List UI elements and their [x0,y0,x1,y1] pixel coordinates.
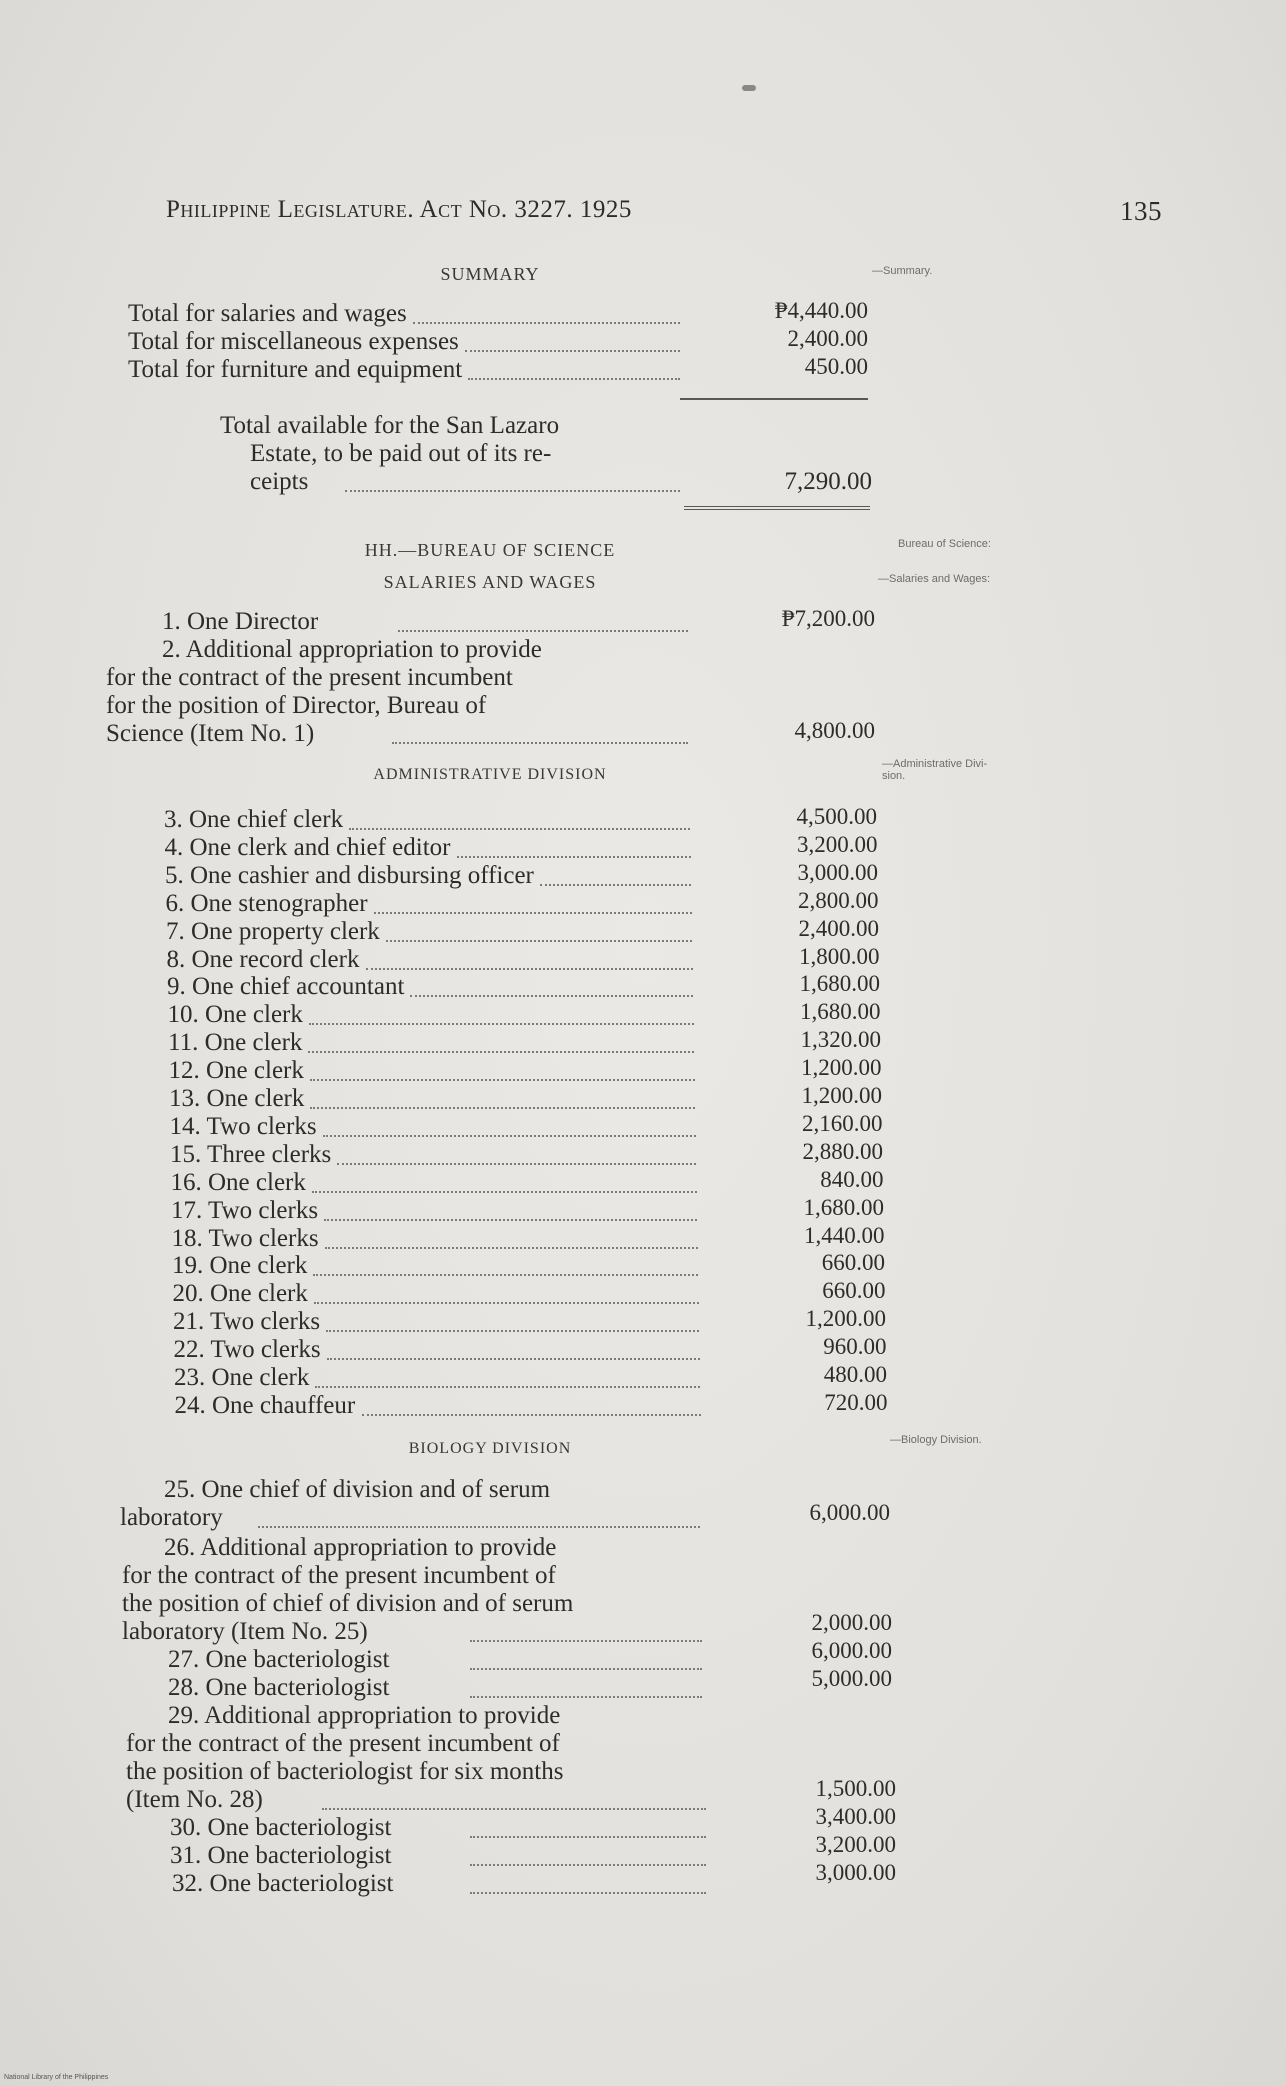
item-29-amount: 1,500.00 [815,1776,896,1801]
item-2-leader [392,742,688,744]
admin-item-amount: 1,200.00 [805,1306,886,1332]
summary-total-line-1: Total available for the San Lazaro [220,412,560,439]
summary-item-amount: 450.00 [804,354,868,379]
item-29-line-4: (Item No. 28) [126,1786,263,1813]
item-31-amount: 3,200.00 [815,1832,896,1857]
admin-item-label: 13. One clerk [169,1085,305,1112]
item-28-leader [470,1696,702,1698]
admin-item-label: 23. One clerk [174,1364,310,1391]
item-31-leader [470,1864,706,1866]
admin-item-label: 7. One property clerk [166,917,380,945]
admin-item-label: 14. Two clerks [169,1112,317,1140]
item-26-amount: 2,000.00 [811,1610,892,1635]
admin-item-leader [410,995,693,997]
admin-item-amount: 2,400.00 [798,915,879,941]
admin-item-leader [540,884,691,886]
admin-item-label: 17. Two clerks [171,1196,319,1224]
item-1-amount: ₱7,200.00 [781,606,875,631]
admin-item-leader [312,1191,697,1193]
item-26-line-2: for the contract of the present incumbent of [122,1562,556,1589]
admin-item-amount: 1,680.00 [799,971,880,997]
margin-note-salaries: —Salaries and Wages: [878,573,991,585]
admin-heading: ADMINISTRATIVE DIVISION [373,766,607,783]
admin-item-label: 3. One chief clerk [164,806,344,833]
admin-item-label: 9. One chief accountant [167,973,405,1001]
admin-item-label: 21. Two clerks [173,1308,321,1336]
summary-total-amount: 7,290.00 [784,468,872,495]
admin-item-amount: 660.00 [821,1250,885,1276]
item-30-amount: 3,400.00 [815,1804,896,1829]
summary-heading: SUMMARY [440,264,540,284]
item-30-leader [470,1836,706,1838]
admin-item-amount: 2,160.00 [802,1110,883,1136]
item-25-line-2: laboratory [120,1504,223,1531]
item-26-line-4: laboratory (Item No. 25) [122,1618,368,1645]
summary-rule [680,398,868,400]
admin-item-leader [309,1023,694,1025]
footer-watermark: National Library of the Philippines [4,2074,109,2081]
margin-note-biology: —Biology Division. [890,1434,982,1446]
summary-item-leader [468,378,680,380]
margin-note-bureau: Bureau of Science: [898,538,991,550]
admin-item-leader [362,1414,701,1416]
biology-heading: BIOLOGY DIVISION [408,1440,572,1457]
running-head: Philippine Legislature. Act No. 3227. 1925 [166,196,632,223]
admin-item-leader [310,1107,695,1109]
admin-item-amount: 1,320.00 [800,1027,881,1053]
admin-item-amount: 1,200.00 [801,1055,882,1081]
summary-item-label: Total for miscellaneous expenses [128,328,459,355]
item-26-leader [470,1640,702,1642]
item-32-amount: 3,000.00 [815,1860,896,1885]
admin-item-label: 15. Three clerks [170,1140,332,1168]
scan-mark [742,85,756,91]
admin-item-amount: 3,200.00 [797,831,878,857]
item-28-amount: 5,000.00 [811,1666,892,1691]
item-27-leader [470,1668,702,1670]
admin-item-leader [374,912,692,914]
admin-item-amount: 840.00 [820,1166,884,1192]
item-26-line-3: the position of chief of division and of serum [122,1590,574,1617]
item-25-amount: 6,000.00 [809,1500,890,1525]
summary-item-amount: ₱4,440.00 [774,298,868,323]
margin-note-summary: —Summary. [872,265,933,277]
summary-item-leader [413,322,680,324]
admin-item-amount: 2,880.00 [802,1138,883,1164]
item-2-amount: 4,800.00 [794,718,875,743]
item-25-leader [258,1526,700,1528]
admin-item-amount: 960.00 [823,1334,887,1360]
item-2-line-4: Science (Item No. 1) [106,720,315,747]
admin-item-label: 18. Two clerks [171,1224,319,1252]
item-1-leader [398,630,688,632]
item-29-line-1: 29. Additional appropriation to provide [168,1702,561,1729]
item-26-line-1: 26. Additional appropriation to provide [164,1534,557,1561]
admin-item-label: 22. Two clerks [173,1336,321,1364]
summary-total-rule [684,506,870,510]
summary-item-leader [465,350,680,352]
admin-item-label: 6. One stenographer [165,889,368,917]
summary-item-amount: 2,400.00 [787,326,868,351]
item-29-leader [322,1808,706,1810]
margin-note-admin: —Administrative Divi- sion. [882,758,988,782]
admin-item-amount: 480.00 [823,1362,887,1387]
page-number: 135 [1120,196,1162,226]
item-27-amount: 6,000.00 [811,1638,892,1663]
admin-item-label: 24. One chauffeur [174,1391,356,1419]
item-2-line-1: 2. Additional appropriation to provide [162,636,542,663]
item-2-line-3: for the position of Director, Bureau of [106,692,487,719]
admin-item-leader [337,1163,696,1165]
document-page: Philippine Legislature. Act No. 3227. 1925 135 SUMMARY —Summary. Total for salaries and wages ₱4,440.00 Total for miscellaneous expenses 2,400.00 Total for furniture and equipment 450.00 Total available for the San Lazaro Estate, to be paid out of its re- ceipts 7,290.00 HH.—BUREAU OF SCIENCE SALARIES AND WAGES Bureau of Science: —Salaries and Wages: 1. One Director ₱7,200.00 2. Additional appropriation to provide for the contract of the present incumbent for the position of Director, Bureau of Science (Item No. 1) 4,800.00 ADMINISTRATIVE DIVISION —Administrative Divi- sion. 3. One chief clerk 4,500.00 4. One clerk and chief editor 3,200.00 5. One cashier and disbursing officer 3,000.00 6. One stenographer 2,800.00 7. One property clerk 2,400.00 8. One record clerk 1,800.00 9. One chief accountant 1,680.00 10. One clerk 1,680.00 11. One clerk 1,320.00 12. One clerk 1,200.00 13. One clerk 1,200.00 14. Two clerks 2,160.00 15. Three clerks 2,880.00 16. One clerk 840.00 17. Two clerks 1,680.00 18. Two clerks 1,440.00 19. One clerk 660.00 20. One clerk 660.00 21. Two clerks 1,200.00 22. Two clerks 960.00 23. One clerk 480.00 24. One chauffeur 720.00 BIOLOGY DIVISION —Biology Division. 25. One chief of division and of serum laboratory 6,000.00 26. Additional appropriation to provide for the contract of the present incumbent of the position of chief of division and of serum laboratory (Item No. 25) 2,000.00 27. One bacteriologist 6,000.00 28. One bacteriologist 5,000.00 29. Additional appropriation to provide for the contract of the present incumbent of the position of bacteriologist for six months (Item No. 28) 1,500.00 30. One bacteriologist 3,400.00 31. One bacteriologist 3,200.00 32. One bacteriologist 3,000.00 National Library of the Philippines [0,0,1286,2086]
summary-total-leader [345,490,680,492]
admin-item-label: 19. One clerk [172,1252,308,1280]
admin-item-amount: 660.00 [822,1278,886,1304]
item-2-line-2: for the contract of the present incumbent [106,664,513,691]
summary-total-line-3: ceipts [250,468,309,495]
page-header [0,196,1286,236]
admin-item-label: 12. One clerk [168,1057,304,1085]
admin-item-label: 5. One cashier and disbursing officer [165,861,534,889]
salaries-heading: SALARIES AND WAGES [383,572,597,592]
admin-item-leader [314,1302,699,1304]
admin-item-label: 20. One clerk [172,1280,308,1308]
admin-item-leader [310,1079,695,1081]
admin-item-leader [326,1330,699,1332]
admin-item-amount: 1,200.00 [801,1083,882,1108]
item-29-line-3: the position of bacteriologist for six months [126,1758,564,1785]
summary-item-label: Total for salaries and wages [128,300,407,327]
admin-item-label: 10. One clerk [167,1001,303,1029]
item-29-line-2: for the contract of the present incumbent of [126,1730,560,1757]
admin-item-amount: 1,680.00 [803,1194,884,1220]
summary-item-label: Total for furniture and equipment [128,356,463,383]
admin-item-leader [349,828,690,830]
admin-item-leader [313,1274,698,1276]
admin-item-label: 16. One clerk [170,1168,306,1196]
admin-item-leader [325,1247,698,1249]
admin-item-amount: 3,000.00 [797,859,878,885]
admin-item-label: 4. One clerk and chief editor [164,833,451,861]
admin-item-leader [366,968,693,970]
item-1-label: 1. One Director [162,608,319,635]
admin-item-leader [323,1135,696,1137]
admin-item-label: 11. One clerk [168,1029,303,1057]
admin-item-amount: 1,440.00 [804,1222,885,1248]
admin-item-amount: 720.00 [824,1389,888,1415]
admin-item-leader [308,1051,694,1053]
admin-item-leader [324,1219,697,1221]
admin-item-amount: 4,500.00 [796,804,877,829]
admin-item-amount: 2,800.00 [798,887,879,913]
admin-item-leader [386,940,692,942]
admin-item-amount: 1,680.00 [800,999,881,1025]
admin-item-leader [457,856,691,858]
admin-item-leader [315,1386,700,1388]
item-32-leader [470,1892,706,1894]
summary-total-line-2: Estate, to be paid out of its re- [250,440,552,467]
admin-item-amount: 1,800.00 [799,943,880,969]
bureau-heading: HH.—BUREAU OF SCIENCE [364,540,616,560]
admin-item-label: 8. One record clerk [166,945,360,973]
admin-item-leader [327,1358,700,1360]
item-25-line-1: 25. One chief of division and of serum [164,1476,551,1503]
